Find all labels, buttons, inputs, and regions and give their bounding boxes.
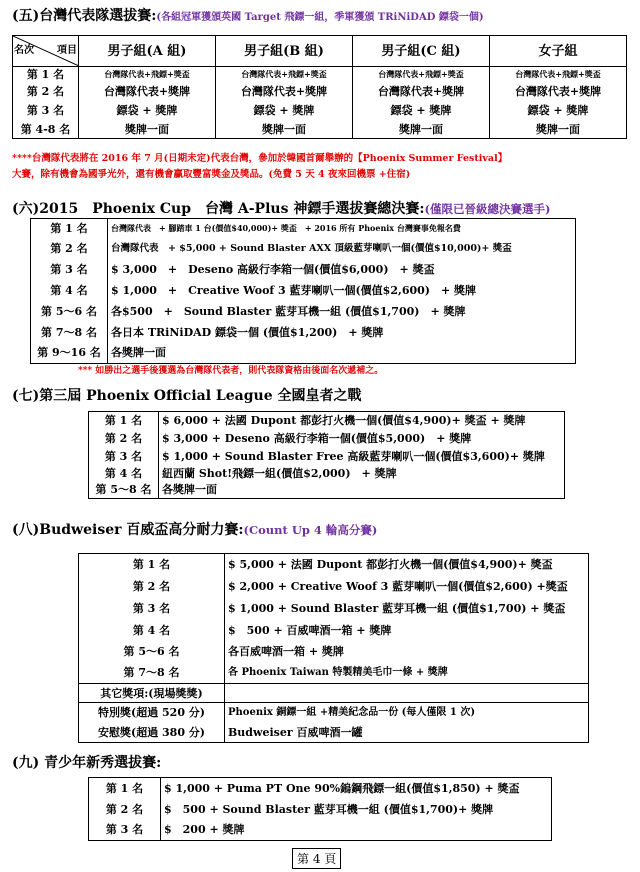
table-row — [31, 280, 576, 301]
section6-title-text: (六)2015 Phoenix Cup 台灣 A-Plus 神鏢手選拔賽總決賽: — [12, 201, 425, 217]
table-row — [79, 662, 589, 684]
prize-cell: 台灣隊代表+飛鏢+獎盃 — [353, 67, 490, 83]
prize-cell: $ 1,000 + Puma PT One 90%鎢鋼飛鏢一組(價值$1,850) + 獎盃 — [164, 781, 520, 795]
corner-rank-label: 名次 — [14, 45, 34, 56]
section8-title — [12, 519, 377, 539]
table-corner — [13, 36, 79, 67]
rank-cell: 第 7～8 名 — [79, 662, 225, 684]
table-row — [89, 820, 552, 841]
column-header: 男子組(A 組) — [79, 36, 216, 67]
rank-cell: 第 3 名 — [79, 598, 225, 620]
rank-cell: 第 2 名 — [89, 430, 159, 448]
table-row — [79, 703, 589, 723]
prize-cell: 獎牌一面 — [216, 121, 353, 139]
prize-cell: $ 3,000 + Deseno 高級行李箱一個(價值$6,000) + 獎盃 — [111, 262, 435, 276]
prize-cell: 鏢袋 + 獎牌 — [490, 101, 627, 121]
prize-cell: 各百威啤酒一箱 + 獎牌 — [228, 644, 344, 658]
section5-note-line1: ****台灣隊代表將在 2016 年 7 月(日期未定)代表台灣，參加於韓國首爾舉辦的【Phoenix Summer Festival】 — [12, 153, 508, 164]
table-row — [79, 598, 589, 620]
table-row — [89, 481, 565, 499]
prize-cell: 紐西蘭 Shot!飛鏢一組(價值$2,000) + 獎牌 — [162, 466, 397, 480]
rank-cell: 第 4 名 — [79, 620, 225, 641]
rank-cell: 第 4 名 — [31, 280, 108, 301]
section8-subtitle: (Count Up 4 輪高分賽) — [243, 523, 378, 537]
prize-cell: 台灣隊代表+飛鏢+獎盃 — [490, 67, 627, 83]
section6-subtitle: (僅限已晉級總決賽選手) — [424, 202, 551, 216]
table-row — [31, 219, 576, 239]
prize-cell: 各獎牌一面 — [162, 482, 217, 496]
prize-cell: $ 6,000 + 法國 Dupont 都彭打火機一個(價值$4,900)+ 獎盃 + 獎牌 — [162, 414, 526, 428]
rank-cell: 第 1 名 — [31, 219, 108, 239]
column-header: 女子組 — [490, 36, 627, 67]
table-row — [79, 641, 589, 662]
section5-subtitle: (各組冠軍獲頒英國 Target 飛鏢一組，季軍獲頒 TRiNiDAD 鏢袋一個) — [156, 12, 484, 23]
prize-cell: 台灣隊代表 + 腳踏車 1 台(價值$40,000)+ 獎盃 + 2016 所有 Phoenix 台灣賽事免報名費 — [111, 223, 461, 234]
table-row — [13, 67, 627, 83]
prize-cell: $ 3,000 + Deseno 高級行李箱一個(價值$5,000) + 獎牌 — [162, 432, 472, 445]
consolation-award-prize: Budweiser 百威啤酒一罐 — [228, 725, 363, 739]
table-row — [13, 121, 627, 139]
section6-note: *** 如勝出之選手後獲選為台灣隊代表者，則代表隊資格由後面名次遞補之。 — [78, 366, 384, 376]
prize-cell: 台灣隊代表+飛鏢+獎盃 — [216, 67, 353, 83]
rank-cell: 第 9～16 名 — [31, 343, 108, 364]
section5-table — [12, 35, 627, 139]
rank-cell: 第 7～8 名 — [31, 322, 108, 343]
special-award-name: 特別獎(超過 520 分) — [79, 703, 225, 723]
rank-cell: 第 1 名 — [79, 554, 225, 576]
table-row — [89, 778, 552, 799]
section7-title: (七)第三屆 Phoenix Official League 全國皇者之戰 — [12, 388, 362, 404]
page-number: 第 4 頁 — [292, 848, 341, 869]
special-award-prize: Phoenix 銅鏢一組 +精美紀念品一份 (每人僅限 1 次) — [228, 707, 476, 719]
table-row — [89, 412, 565, 430]
rank-cell: 第 1 名 — [13, 67, 79, 83]
prize-cell: 各$500 + Sound Blaster 藍芽耳機一組 (價值$1,700) + 獎牌 — [111, 304, 466, 318]
prize-cell: 獎牌一面 — [490, 121, 627, 139]
section6-table — [30, 218, 576, 364]
prize-cell: $ 200 + 獎牌 — [164, 823, 245, 837]
consolation-award-name: 安慰獎(超過 380 分) — [79, 723, 225, 743]
table-row — [31, 301, 576, 322]
section5-note-line2: 大賽，除有機會為國爭光外，還有機會贏取豐富獎金及獎品。(免費 5 天 4 夜來回機票 +住宿) — [12, 169, 411, 180]
prize-cell: 台灣隊代表+飛鏢+獎盃 — [79, 67, 216, 83]
rank-cell: 第 5～6 名 — [31, 301, 108, 322]
table-row — [89, 799, 552, 820]
table-row — [79, 554, 589, 576]
prize-cell: $ 2,000 + Creative Woof 3 藍芽喇叭一個(價值$2,600) +獎盃 — [228, 580, 568, 593]
section8-table — [78, 553, 589, 743]
rank-cell: 第 5～6 名 — [79, 641, 225, 662]
section9-title: (九) 青少年新秀選拔賽: — [12, 755, 162, 771]
table-row — [89, 430, 565, 448]
table-row — [31, 343, 576, 364]
rank-cell: 第 2 名 — [13, 83, 79, 101]
table-row — [79, 576, 589, 598]
table-row — [13, 83, 627, 101]
prize-cell: $ 500 + Sound Blaster 藍芽耳機一組 (價值$1,700)+ 獎牌 — [164, 802, 494, 816]
section9-table — [88, 777, 552, 841]
section5-title — [12, 5, 484, 25]
rank-cell: 第 2 名 — [79, 576, 225, 598]
rank-cell: 第 2 名 — [31, 239, 108, 259]
column-header: 男子組(C 組) — [353, 36, 490, 67]
prize-cell: $ 1,000 + Sound Blaster 藍芽耳機一組 (價值$1,700) + 獎盃 — [228, 602, 566, 615]
section8-title-text: (八)Budweiser 百威盃高分耐力賽: — [12, 522, 244, 538]
other-awards-label: 其它獎項:(現場獎獎) — [79, 684, 225, 703]
prize-cell: 各日本 TRiNiDAD 鏢袋一個 (價值$1,200) + 獎牌 — [111, 325, 384, 339]
table-row — [31, 259, 576, 280]
rank-cell: 第 1 名 — [89, 412, 159, 430]
section7-table — [88, 411, 565, 499]
table-row — [79, 620, 589, 641]
table-row — [31, 322, 576, 343]
corner-item-label: 項目 — [57, 45, 77, 56]
section6-title — [12, 198, 550, 218]
prize-cell: 台灣隊代表+獎牌 — [353, 83, 490, 101]
prize-cell: 台灣隊代表+獎牌 — [216, 83, 353, 101]
prize-cell: 鏢袋 + 獎牌 — [353, 101, 490, 121]
rank-cell: 第 3 名 — [89, 820, 161, 841]
prize-cell: 各 Phoenix Taiwan 特製精美毛巾一條 + 獎牌 — [228, 666, 448, 678]
rank-cell: 第 3 名 — [89, 448, 159, 466]
rank-cell: 第 4-8 名 — [13, 121, 79, 139]
rank-cell: 第 2 名 — [89, 799, 161, 820]
prize-cell: $ 1,000 + Sound Blaster Free 高級藍芽喇叭一個(價值$3,600)+ 獎牌 — [162, 450, 545, 463]
section5-title-text: (五)台灣代表隊選拔賽: — [12, 8, 157, 24]
prize-cell: $ 500 + 百威啤酒一箱 + 獎牌 — [228, 623, 392, 637]
rank-cell: 第 3 名 — [13, 101, 79, 121]
prize-cell: $ 1,000 + Creative Woof 3 藍芽喇叭一個(價值$2,600) + 獎牌 — [111, 283, 477, 297]
table-row — [31, 239, 576, 259]
prize-cell: $ 5,000 + 法國 Dupont 都彭打火機一個(價值$4,900)+ 獎盃 — [228, 558, 553, 572]
rank-cell: 第 3 名 — [31, 259, 108, 280]
table-row — [89, 466, 565, 481]
prize-cell: 台灣隊代表 + $5,000 + Sound Blaster AXX 頂級藍芽喇叭一個(價值$10,000)+ 獎盃 — [111, 243, 512, 254]
prize-cell: 台灣隊代表+獎牌 — [79, 83, 216, 101]
other-awards-row — [79, 684, 589, 703]
prize-cell: 獎牌一面 — [353, 121, 490, 139]
prize-cell: 鏢袋 + 獎牌 — [79, 101, 216, 121]
rank-cell: 第 1 名 — [89, 778, 161, 799]
prize-cell: 鏢袋 + 獎牌 — [216, 101, 353, 121]
rank-cell: 第 4 名 — [89, 466, 159, 481]
prize-cell: 獎牌一面 — [79, 121, 216, 139]
table-row — [13, 101, 627, 121]
column-header: 男子組(B 組) — [216, 36, 353, 67]
rank-cell: 第 5～8 名 — [89, 481, 159, 499]
table-row — [89, 448, 565, 466]
table-row — [79, 723, 589, 743]
prize-cell: 各獎牌一面 — [111, 346, 166, 360]
prize-cell: 台灣隊代表+獎牌 — [490, 83, 627, 101]
other-awards-blank — [225, 684, 589, 703]
